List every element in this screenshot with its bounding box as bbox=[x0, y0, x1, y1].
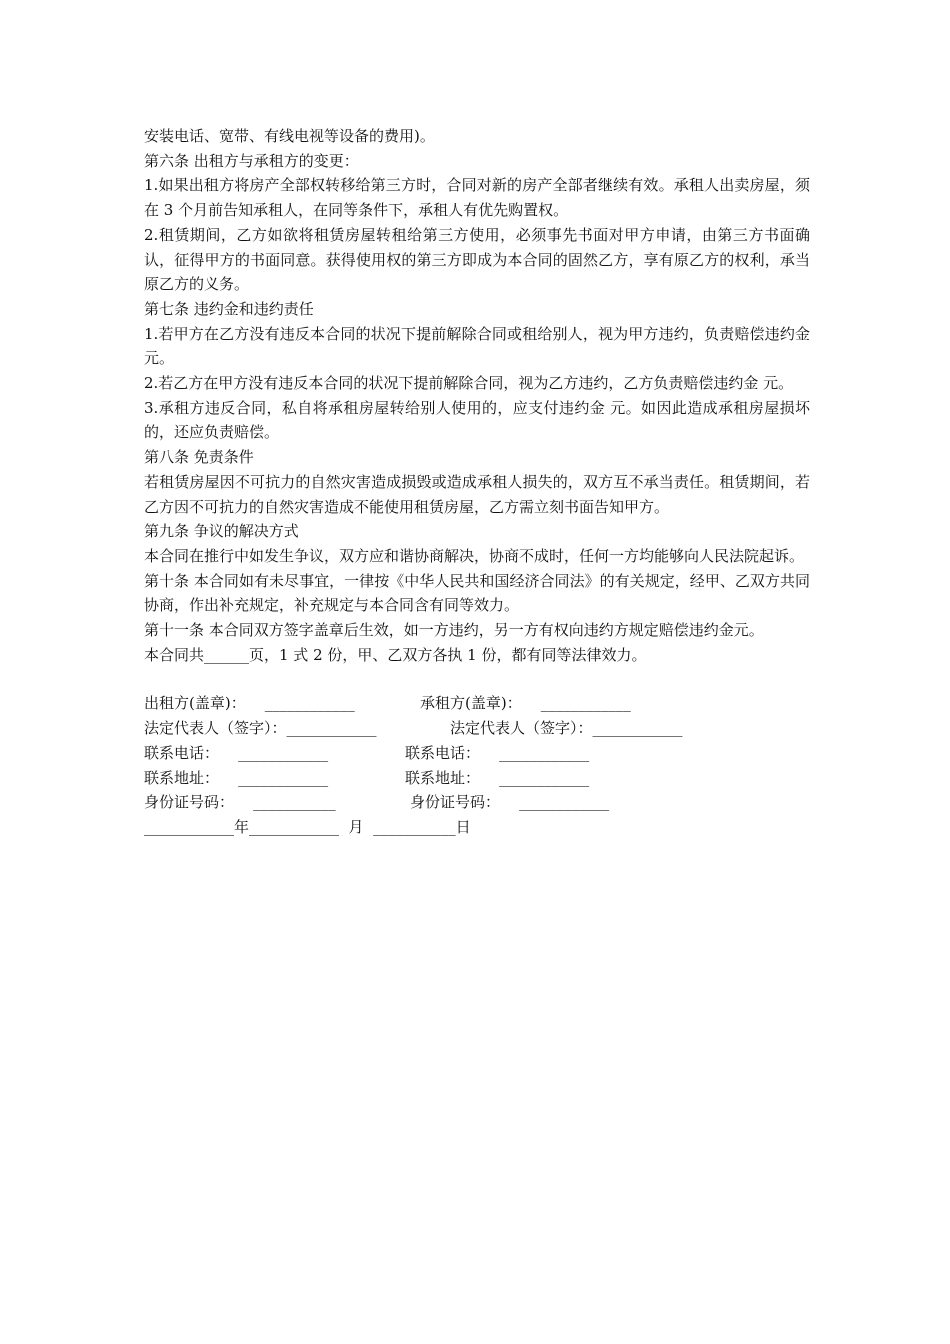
lessor-id-field: 身份证号码： ___________ bbox=[144, 793, 336, 812]
article-7-heading: 第七条 违约金和违约责任 bbox=[144, 299, 314, 318]
article-11: 第十一条 本合同双方签字盖章后生效，如一方违约，另一方有权向违约方规定赔偿违约金元。 bbox=[144, 621, 764, 640]
lessor-representative-field: 法定代表人（签字）：____________ bbox=[144, 719, 377, 738]
article-8-body: 若租赁房屋因不可抗力的自然灾害造成损毁或造成承租人损失的，双方互不承当责任。租赁期间，若乙方因不可抗力的自然灾害造成不能使用租赁房屋，乙方需立刻书面告知甲方。 bbox=[144, 472, 810, 516]
article-7-clause-3: 3.承租方违反合同，私自将承租房屋转给别人使用的，应支付违约金 元。如因此造成承租房屋损坏的，还应负责赔偿。 bbox=[144, 398, 810, 442]
page-count-clause: 本合同共______页，1 式 2 份，甲、乙双方各执 1 份，都有同等法律效力。 bbox=[144, 645, 647, 664]
signature-row-id bbox=[144, 790, 810, 815]
article-6-clause-1: 1.如果出租方将房产全部权转移给第三方时，合同对新的房产全部者继续有效。承租人出卖房屋，须在 3 个月前告知承租人，在同等条件下，承租人有优先购置权。 bbox=[144, 176, 810, 220]
article-6-clause-2: 2.租赁期间，乙方如欲将租赁房屋转租给第三方使用，必须事先书面对甲方申请，由第三方书面确认，征得甲方的书面同意。获得使用权的第三方即成为本合同的固然乙方，享有原乙方的权利，承当原乙方的义务。 bbox=[144, 225, 810, 294]
signature-row-phone bbox=[144, 741, 810, 766]
article-8-heading: 第八条 免责条件 bbox=[144, 448, 254, 467]
article-7-clause-1: 1.若甲方在乙方没有违反本合同的状况下提前解除合同或租给别人，视为甲方违约，负责赔偿违约金 元。 bbox=[144, 324, 810, 368]
signature-row-seal bbox=[144, 691, 810, 716]
lessee-seal-field: 承租方(盖章)： ____________ bbox=[420, 694, 631, 713]
signature-row-address bbox=[144, 766, 810, 791]
lessor-seal-field: 出租方(盖章)： ____________ bbox=[144, 694, 355, 713]
lessee-phone-field: 联系电话： ____________ bbox=[405, 743, 590, 762]
lessor-address-field: 联系地址： ____________ bbox=[144, 768, 329, 787]
article-9-body: 本合同在推行中如发生争议，双方应和谐协商解决，协商不成时，任何一方均能够向人民法院起诉。 bbox=[144, 546, 805, 565]
signing-date-field: ____________年____________ 月 ___________日 bbox=[144, 817, 471, 836]
paragraph-fee-note: 安装电话、宽带、有线电视等设备的费用)。 bbox=[144, 127, 435, 145]
article-7-clause-2: 2.若乙方在甲方没有违反本合同的状况下提前解除合同，视为乙方违约，乙方负责赔偿违约金 元。 bbox=[144, 374, 794, 393]
lessor-phone-field: 联系电话： ____________ bbox=[144, 743, 329, 762]
signature-block bbox=[144, 691, 810, 839]
lessee-address-field: 联系地址： ____________ bbox=[405, 768, 590, 787]
contract-page bbox=[144, 124, 810, 840]
article-9-heading: 第九条 争议的解决方式 bbox=[144, 522, 299, 541]
lessee-representative-field: 法定代表人（签字）：____________ bbox=[450, 719, 683, 738]
article-10: 第十条 本合同如有未尽事宜，一律按《中华人民共和国经济合同法》的有关规定，经甲、乙双方共同协商，作出补充规定，补充规定与本合同含有同等效力。 bbox=[144, 571, 810, 615]
lessee-id-field: 身份证号码： ____________ bbox=[410, 793, 610, 812]
signature-row-representative bbox=[144, 716, 810, 741]
article-6-heading: 第六条 出租方与承租方的变更： bbox=[144, 151, 359, 170]
